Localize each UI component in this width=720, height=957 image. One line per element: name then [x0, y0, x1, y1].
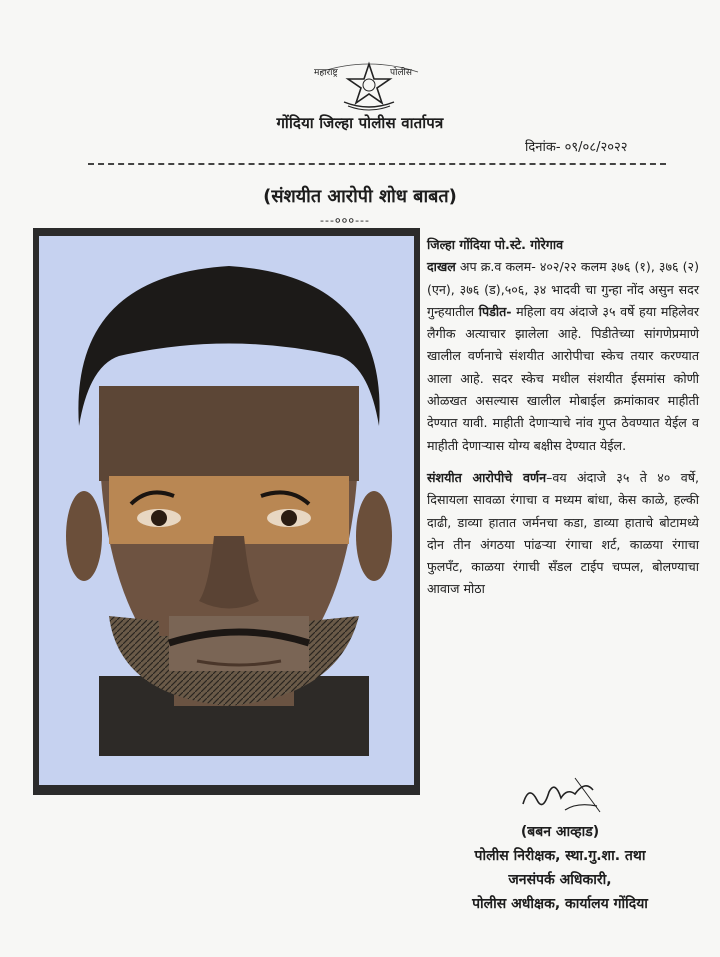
dashed-divider: [88, 163, 666, 165]
intro-paragraph: [427, 234, 699, 457]
intro-text-case: अप क्र.व कलम- ४०२/२२ कलम ३७६ (१), ३७६ (२)(एन), ३७६ (ड),५०६, ३४ भादवी चा गुन्हा नोंद असुन सदर गुन्हयातील: [427, 259, 699, 319]
signatory-line-1: पोलीस निरीक्षक, स्था.गु.शा. तथा: [474, 848, 646, 864]
desc-heading: संशयीत आरोपीचे वर्णन: [427, 469, 547, 485]
intro-bold-victim: पिडीत-: [478, 303, 512, 319]
date-line: दिनांक- ०९/०८/२०२२: [525, 140, 628, 155]
suspect-sketch-portrait-icon: [39, 236, 414, 785]
signatory-line-3: पोलीस अधीक्षक, कार्यालय गोंदिया: [472, 896, 648, 912]
signatory-block: [420, 820, 700, 916]
intro-lead: जिल्हा गोंदिया पो.स्टे. गोरेगाव: [427, 237, 564, 252]
subject-title: (संशयीत आरोपी शोध बाबत): [263, 186, 457, 207]
suspect-description: [427, 467, 699, 601]
emblem-text-right: पोलीस: [390, 68, 412, 78]
emblem-text-left: महाराष्ट्र: [314, 68, 338, 78]
signatory-name: (बबन आव्हाड): [520, 824, 600, 840]
org-title: गोंदिया जिल्हा पोलीस वार्तापत्र: [276, 114, 444, 132]
subject-decoration: ---०००---: [320, 214, 370, 227]
intro-bold-registered: दाखल: [427, 259, 456, 275]
police-emblem-icon: [310, 58, 428, 114]
notice-body: [427, 234, 699, 601]
desc-text: –वय अंदाजे ३५ ते ४० वर्षे, दिसायला सावळा रंगाचा व मध्यम बांधा, केस काळे, हल्की दाढी, डाव्या हातात जर्मनचा कडा, डाव्या हाताचे बोटामध्ये दोन तीन अंगठया पांढऱ्या रंगाचा शर्ट, काळया रंगाचा फुलपँट, काळया रंगाची सँडल टाईप चप्पल, बोलण्याचा आवाज मोठा: [427, 469, 699, 597]
signatory-line-2: जनसंपर्क अधिकारी,: [508, 872, 612, 888]
signature-icon: [515, 770, 605, 820]
intro-text-details: महिला वय अंदाजे ३५ वर्षे हया महिलेवर लैगीक अत्याचार झालेला आहे. पिडीतेच्या सांगणेप्रमाणे खालील वर्णनाचे संशयीत आरोपीचा स्केच तयार करण्यात आला आहे. सदर स्केच मधील संशयीत ईसमांस कोणी ओळखत असल्यास खालील मोबाईल क्रमांकावर माहीती देण्यात यावी. माहीती देणाऱ्याचे नांव गुप्त ठेवण्यात येईल व माहीती देणाऱ्यास योग्य बक्षीस देण्यात येईल.: [427, 303, 699, 453]
suspect-sketch-frame: [33, 228, 420, 795]
